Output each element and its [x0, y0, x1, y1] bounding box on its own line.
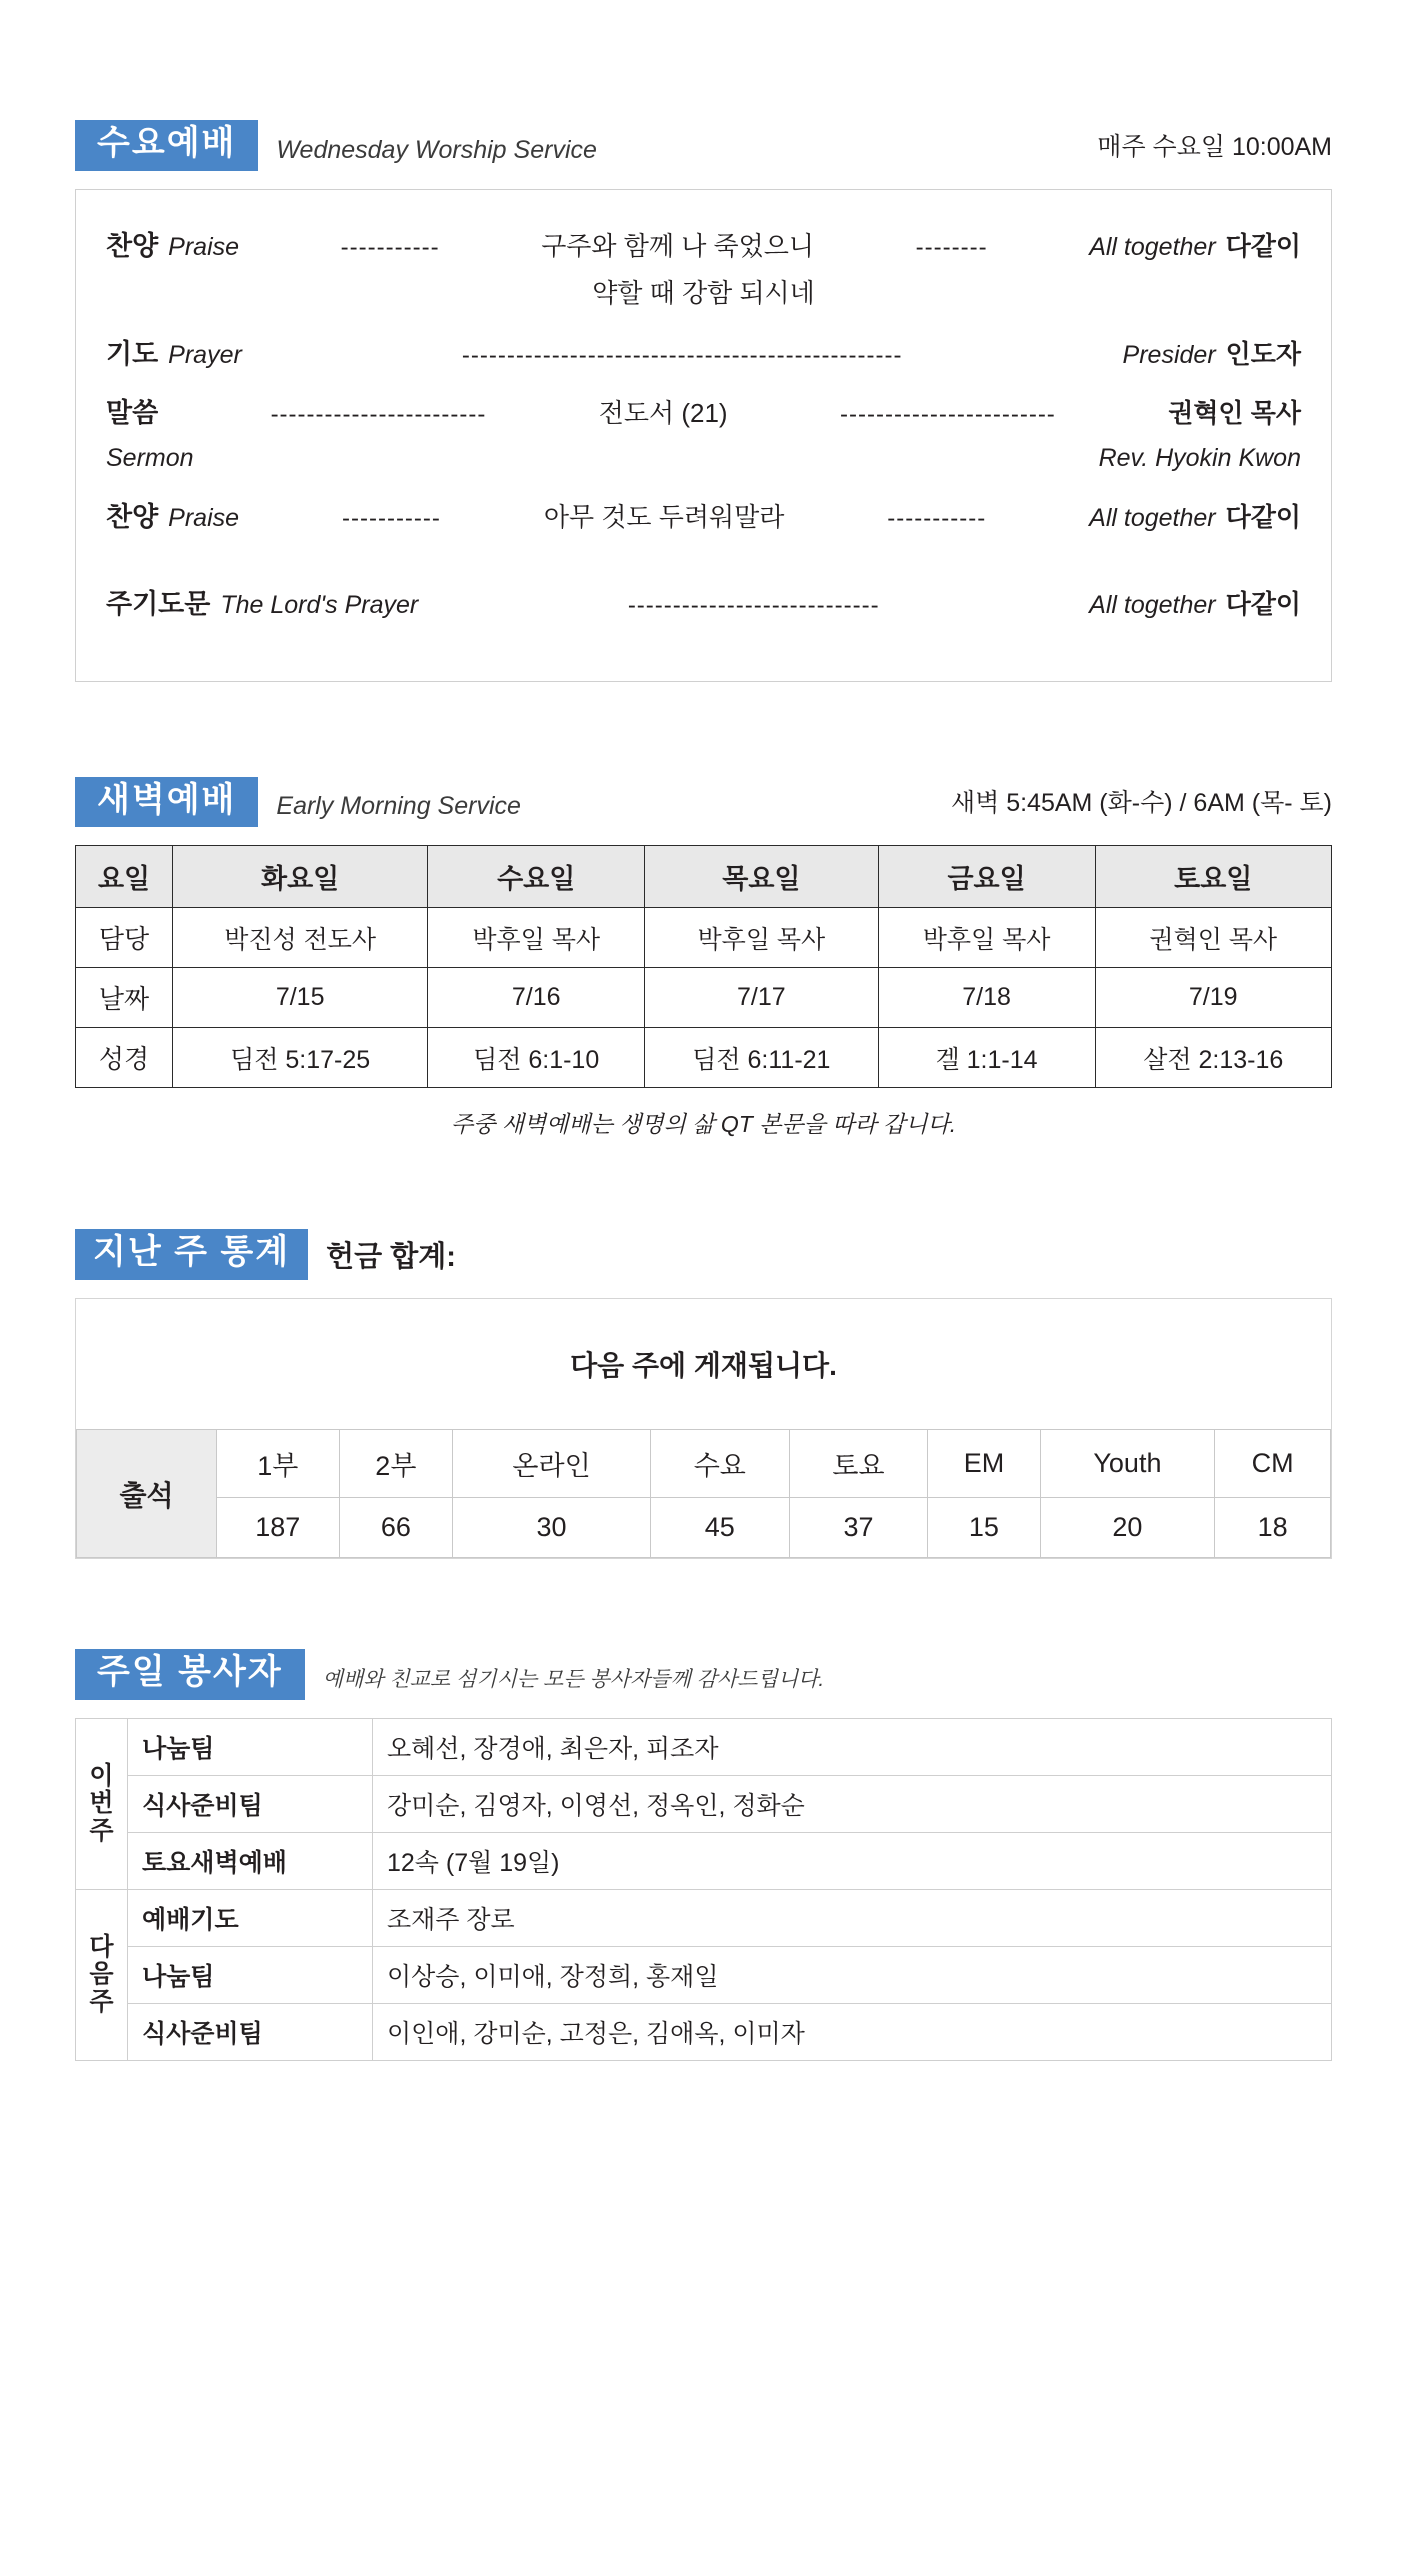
- order-who-ko: 권혁인 목사: [1168, 397, 1302, 428]
- role-label: 예배기도: [128, 1889, 373, 1946]
- table-row: [76, 1832, 1332, 1889]
- volunteers-table: [75, 1718, 1332, 2061]
- order-second-line: 약할 때 강함 되시네: [592, 277, 815, 308]
- wednesday-badge: 수요예배: [75, 120, 258, 171]
- order-who-ko: 다같이: [1225, 588, 1301, 619]
- cell: 박후일 목사: [645, 908, 879, 968]
- volunteers-section-header: [75, 1649, 1332, 1700]
- order-dots-left: -----------: [341, 504, 441, 532]
- order-label-ko: 찬양: [106, 230, 159, 261]
- early-morning-section-header: [75, 777, 1332, 828]
- order-dots-right: ----------------------------: [627, 591, 880, 619]
- stats-badge: 지난 주 통계: [75, 1229, 308, 1280]
- early-morning-table: [75, 845, 1332, 1088]
- order-who-en: Presider: [1122, 340, 1216, 369]
- column-header: 요일: [76, 846, 173, 908]
- cell: 박후일 목사: [428, 908, 645, 968]
- cell: 살전 2:13-16: [1095, 1028, 1332, 1088]
- people-cell: 12속 (7월 19일): [373, 1832, 1332, 1889]
- early-morning-subtitle: Early Morning Service: [276, 792, 521, 821]
- table-row: [76, 1028, 1332, 1088]
- cell: 7/19: [1095, 968, 1332, 1028]
- order-who-ko: 다같이: [1225, 501, 1301, 532]
- order-row: [106, 391, 1301, 430]
- column-header: CM: [1215, 1430, 1331, 1498]
- offering-total-label: 헌금 합계:: [326, 1241, 456, 1274]
- column-header: 목요일: [645, 846, 879, 908]
- column-header: 금요일: [878, 846, 1095, 908]
- order-detail: 구주와 함께 나 죽었으니: [541, 230, 815, 261]
- table-row: [76, 2003, 1332, 2060]
- order-who-en: All together: [1089, 232, 1216, 261]
- order-dots-right: ------------------------: [839, 400, 1056, 428]
- cell: 7/16: [428, 968, 645, 1028]
- stats-notice: 다음 주에 게재됩니다.: [570, 1350, 837, 1382]
- early-morning-time: 새벽 5:45AM (화-수) / 6AM (목- 토): [950, 789, 1332, 818]
- people-cell: 오혜선, 장경애, 최은자, 피조자: [373, 1718, 1332, 1775]
- volunteers-note: 예배와 친교로 섬기시는 모든 봉사자들께 감사드립니다.: [322, 1667, 825, 1691]
- stats-box: [75, 1298, 1332, 1559]
- order-who-en: All together: [1089, 590, 1216, 619]
- cell: 겔 1:1-14: [878, 1028, 1095, 1088]
- attendance-label: 출석: [77, 1430, 217, 1558]
- sermon-subrow: [106, 444, 1301, 473]
- cell: 7/17: [645, 968, 879, 1028]
- order-detail: 아무 것도 두려워말라: [543, 501, 785, 532]
- column-header: 온라인: [453, 1430, 651, 1498]
- order-dots-left: -----------: [340, 233, 440, 261]
- attendance-table: [76, 1429, 1331, 1558]
- cell: 7/15: [173, 968, 428, 1028]
- order-label-en: Praise: [168, 232, 240, 261]
- order-label-en: Praise: [168, 503, 240, 532]
- role-label: 토요새벽예배: [128, 1832, 373, 1889]
- column-header: 수요: [650, 1430, 789, 1498]
- cell: 20: [1040, 1498, 1215, 1558]
- table-header-row: [76, 846, 1332, 908]
- column-header: 토요일: [1095, 846, 1332, 908]
- row-label: 담당: [76, 908, 173, 968]
- sermon-preacher-en: Rev. Hyokin Kwon: [1098, 443, 1301, 472]
- cell: 박후일 목사: [878, 908, 1095, 968]
- cell: 187: [217, 1498, 340, 1558]
- cell: 박진성 전도사: [173, 908, 428, 968]
- people-cell: 조재주 장로: [373, 1889, 1332, 1946]
- wednesday-section-header: [75, 120, 1332, 171]
- sermon-label-en: Sermon: [106, 443, 194, 472]
- attendance-header-row: [77, 1430, 1331, 1498]
- stats-section-header: [75, 1229, 1332, 1280]
- order-detail: 전도서 (21): [598, 397, 728, 428]
- order-dots-right: --------: [915, 233, 988, 261]
- volunteers-badge: 주일 봉사자: [75, 1649, 305, 1700]
- order-label-en: The Lord's Prayer: [220, 590, 419, 619]
- cell: 18: [1215, 1498, 1331, 1558]
- column-header: EM: [928, 1430, 1040, 1498]
- attendance-value-row: [77, 1498, 1331, 1558]
- row-label: 성경: [76, 1028, 173, 1088]
- wednesday-order-box: [75, 189, 1332, 682]
- cell: 딤전 6:1-10: [428, 1028, 645, 1088]
- column-header: 수요일: [428, 846, 645, 908]
- order-label-ko: 주기도문: [106, 588, 211, 619]
- cell: 권혁인 목사: [1095, 908, 1332, 968]
- table-row: [76, 908, 1332, 968]
- order-dots-left: ------------------------: [270, 400, 487, 428]
- role-label: 식사준비팀: [128, 1775, 373, 1832]
- table-row: [76, 1718, 1332, 1775]
- order-label-ko: 말씀: [106, 397, 159, 428]
- people-cell: 강미순, 김영자, 이영선, 정옥인, 정화순: [373, 1775, 1332, 1832]
- early-morning-note: 주중 새벽예배는 생명의 삶 QT 본문을 따라 갑니다.: [450, 1111, 957, 1138]
- order-who-ko: 인도자: [1225, 338, 1301, 369]
- cell: 딤전 6:11-21: [645, 1028, 879, 1088]
- table-row: [76, 1889, 1332, 1946]
- order-label-ko: 찬양: [106, 501, 159, 532]
- cell: 7/18: [878, 968, 1095, 1028]
- column-header: 화요일: [173, 846, 428, 908]
- order-who-en: All together: [1089, 503, 1216, 532]
- role-label: 식사준비팀: [128, 2003, 373, 2060]
- week-label-next: 다 음 주: [76, 1889, 128, 2060]
- wednesday-subtitle: Wednesday Worship Service: [276, 135, 597, 164]
- early-morning-badge: 새벽예배: [75, 777, 258, 828]
- column-header: 2부: [339, 1430, 453, 1498]
- cell: 66: [339, 1498, 453, 1558]
- order-row: [106, 495, 1301, 534]
- order-dots-right: -------------------------------------------------: [461, 341, 903, 369]
- order-row: [106, 332, 1301, 371]
- wednesday-time: 매주 수요일 10:00AM: [1097, 132, 1332, 161]
- role-label: 나눔팀: [128, 1946, 373, 2003]
- cell: 30: [453, 1498, 651, 1558]
- order-dots-right: -----------: [887, 504, 987, 532]
- order-spacer: [106, 554, 1301, 582]
- order-row: [106, 582, 1301, 621]
- column-header: 1부: [217, 1430, 340, 1498]
- column-header: 토요: [789, 1430, 928, 1498]
- order-who-ko: 다같이: [1225, 230, 1302, 261]
- cell: 15: [928, 1498, 1040, 1558]
- table-row: [76, 1946, 1332, 2003]
- people-cell: 이인애, 강미순, 고정은, 김애옥, 이미자: [373, 2003, 1332, 2060]
- people-cell: 이상승, 이미애, 장정희, 홍재일: [373, 1946, 1332, 2003]
- role-label: 나눔팀: [128, 1718, 373, 1775]
- cell: 45: [650, 1498, 789, 1558]
- cell: 37: [789, 1498, 928, 1558]
- row-label: 날짜: [76, 968, 173, 1028]
- table-row: [76, 1775, 1332, 1832]
- cell: 딤전 5:17-25: [173, 1028, 428, 1088]
- table-row: [76, 968, 1332, 1028]
- order-label-ko: 기도: [106, 338, 159, 369]
- column-header: Youth: [1040, 1430, 1215, 1498]
- order-label-en: Prayer: [168, 340, 242, 369]
- week-label-this: 이 번 주: [76, 1718, 128, 1889]
- order-row: [106, 224, 1301, 263]
